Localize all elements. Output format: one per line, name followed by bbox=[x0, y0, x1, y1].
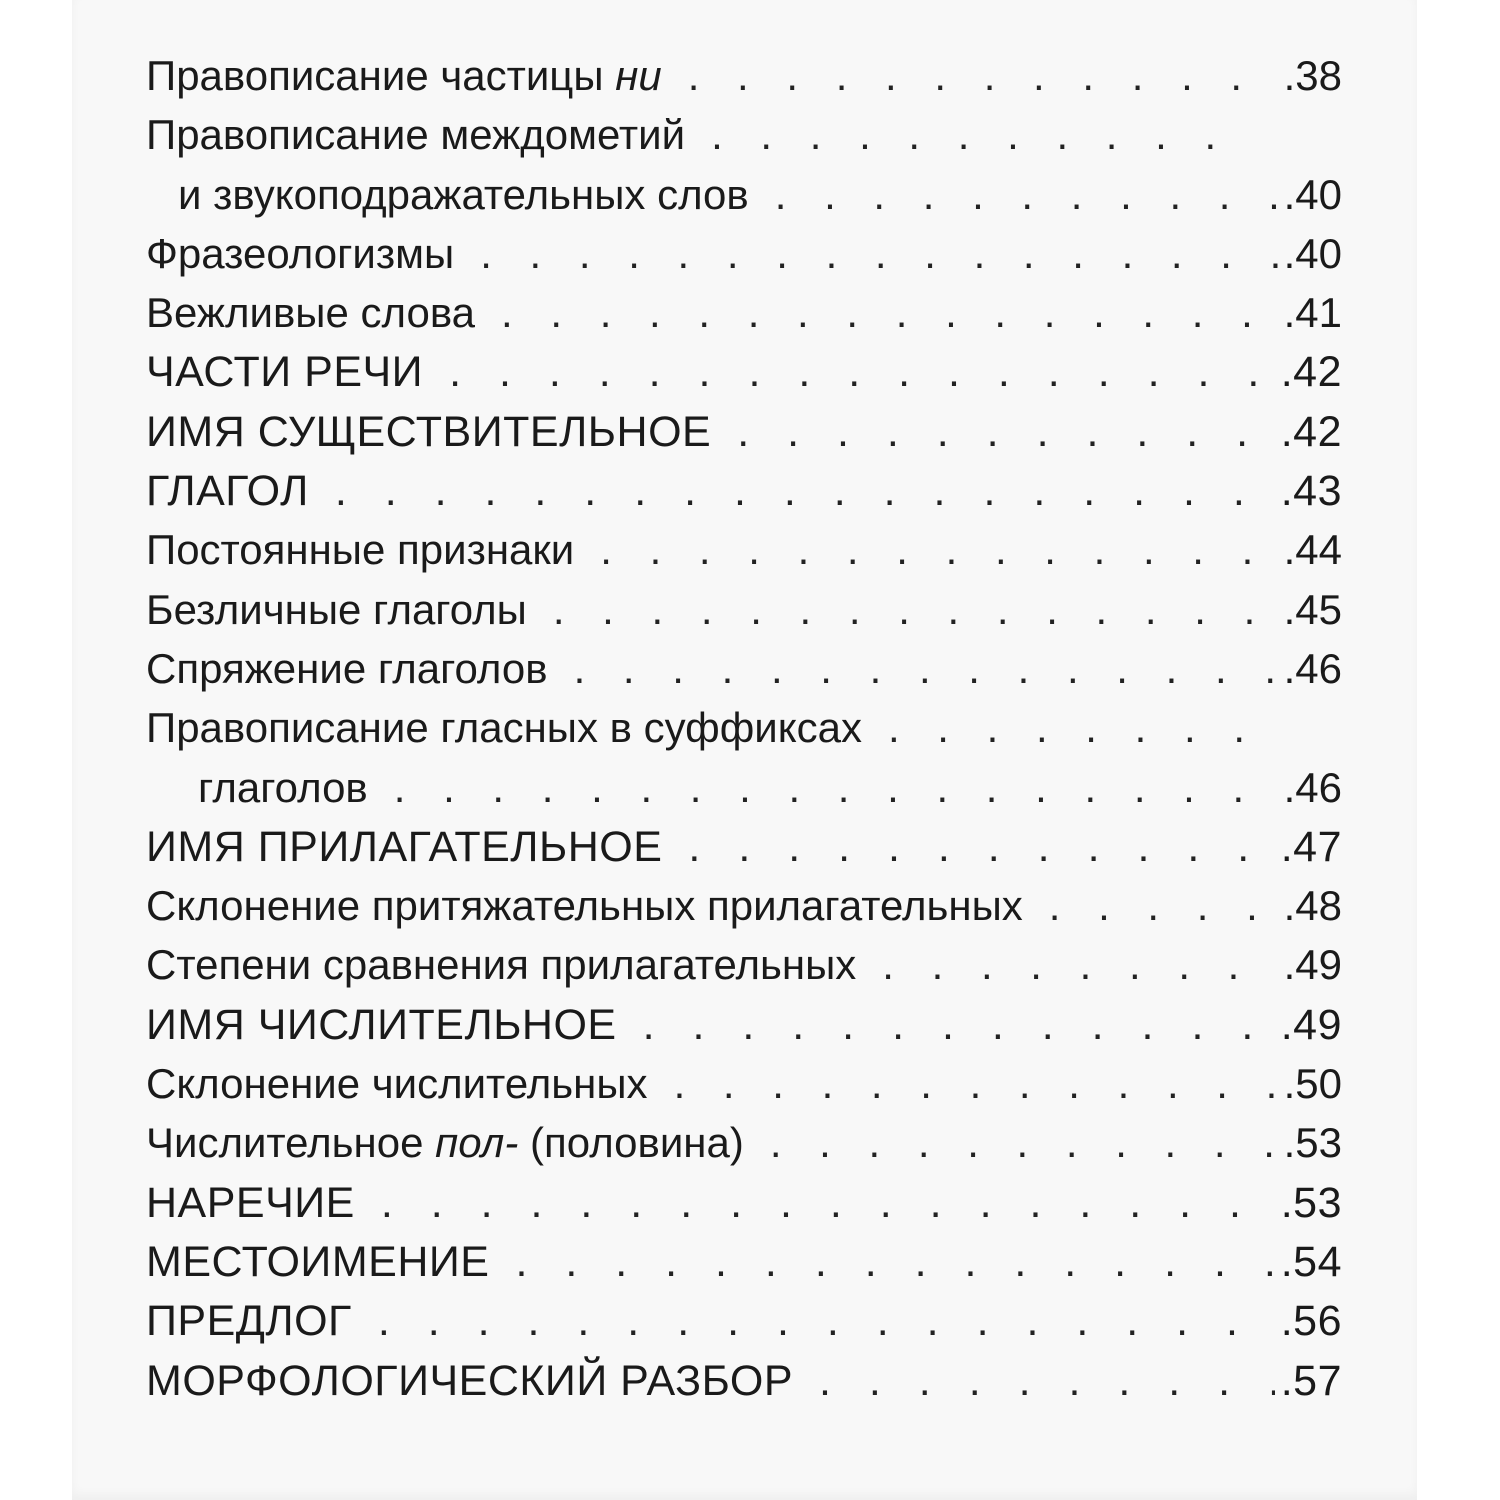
toc-entry-title: Правописание гласных в суффиксах bbox=[146, 704, 862, 752]
toc-entry bbox=[146, 882, 1342, 941]
toc-entry bbox=[146, 348, 1342, 407]
toc-entry-page: .48 bbox=[1283, 882, 1342, 930]
dot-leader bbox=[335, 467, 1275, 516]
dot-leader bbox=[819, 1357, 1275, 1406]
dot-leader bbox=[378, 1297, 1275, 1346]
toc-entry-title: Постоянные признаки bbox=[146, 526, 575, 574]
toc-entry-title: ПРЕДЛОГ bbox=[146, 1297, 352, 1346]
toc-entry-title: глаголов bbox=[198, 763, 368, 811]
dot-leader bbox=[515, 1238, 1274, 1287]
dot-leader bbox=[394, 764, 1278, 812]
toc-entry-page: .41 bbox=[1283, 289, 1342, 337]
toc-entry-title: Числительное пол- (половина) bbox=[146, 1119, 744, 1167]
dot-leader bbox=[449, 348, 1275, 397]
toc-entry-title: МЕСТОИМЕНИЕ bbox=[146, 1237, 490, 1286]
dot-leader bbox=[882, 941, 1277, 989]
toc-entry-title: Степени сравнения прилагательных bbox=[146, 941, 857, 989]
toc-entry bbox=[146, 941, 1342, 1000]
dot-leader bbox=[674, 1060, 1278, 1108]
toc-entry bbox=[146, 823, 1342, 882]
toc-entry bbox=[146, 289, 1342, 348]
toc-entry bbox=[146, 526, 1342, 585]
toc-entry-page: .42 bbox=[1280, 407, 1342, 456]
dot-leader bbox=[480, 230, 1277, 278]
toc-entry-title: и звукоподражательных слов bbox=[178, 170, 749, 218]
toc-entry bbox=[146, 586, 1342, 645]
dot-leader bbox=[888, 704, 1244, 752]
toc-entry bbox=[146, 408, 1342, 467]
toc-entry-title: ИМЯ ПРИЛАГАТЕЛЬНОЕ bbox=[146, 822, 663, 871]
toc-entry-page: .53 bbox=[1280, 1178, 1342, 1227]
toc-entry-page: .43 bbox=[1280, 467, 1342, 516]
toc-entry-title: ГЛАГОЛ bbox=[146, 467, 309, 516]
toc-entry-title: ИМЯ СУЩЕСТВИТЕЛЬНОЕ bbox=[146, 407, 712, 456]
toc-entry-title: Склонение притяжательных прилагательных bbox=[146, 882, 1023, 930]
dot-leader bbox=[1049, 882, 1278, 930]
toc-entry-page: .46 bbox=[1283, 644, 1342, 692]
toc-entry-page: .46 bbox=[1283, 763, 1342, 811]
dot-leader bbox=[381, 1179, 1275, 1228]
dot-leader bbox=[574, 645, 1278, 693]
dot-leader bbox=[643, 1001, 1275, 1050]
toc-entry bbox=[146, 1001, 1342, 1060]
dot-leader bbox=[711, 111, 1244, 159]
toc-entry-title: Правописание междометий bbox=[146, 111, 686, 159]
toc-entry bbox=[146, 1238, 1342, 1297]
toc-entry-title: Фразеологизмы bbox=[146, 229, 455, 277]
toc-entry-page: .49 bbox=[1283, 941, 1342, 989]
toc-entry-title: Правописание частицы ни bbox=[146, 52, 662, 99]
toc-entry bbox=[146, 52, 1342, 111]
toc-entry-page: .49 bbox=[1280, 1000, 1342, 1049]
dot-leader bbox=[688, 823, 1274, 872]
toc-entry bbox=[146, 111, 1342, 170]
toc-entry-page: .57 bbox=[1280, 1356, 1342, 1405]
toc-entry bbox=[146, 1119, 1342, 1178]
toc-entry bbox=[146, 467, 1342, 526]
toc-entry-title: ЧАСТИ РЕЧИ bbox=[146, 348, 424, 397]
toc-entry bbox=[146, 1060, 1342, 1119]
toc-entry bbox=[146, 171, 1342, 230]
dot-leader bbox=[600, 526, 1277, 574]
toc-entry-title: Склонение числительных bbox=[146, 1060, 648, 1108]
toc-entry-page: .40 bbox=[1283, 170, 1342, 218]
table-of-contents bbox=[146, 52, 1342, 1416]
toc-entry-title: Безличные глаголы bbox=[146, 585, 527, 633]
toc-entry-page: .54 bbox=[1280, 1237, 1342, 1286]
toc-entry-page: .53 bbox=[1283, 1119, 1342, 1167]
toc-entry-title: НАРЕЧИЕ bbox=[146, 1178, 355, 1227]
toc-entry bbox=[146, 645, 1342, 704]
dot-leader bbox=[688, 52, 1278, 100]
dot-leader bbox=[775, 171, 1278, 219]
toc-entry-title: Спряжение глаголов bbox=[146, 644, 548, 692]
toc-entry-page: .56 bbox=[1280, 1297, 1342, 1346]
toc-entry bbox=[146, 764, 1342, 823]
toc-entry-page: .50 bbox=[1283, 1060, 1342, 1108]
toc-entry-page: .40 bbox=[1283, 229, 1342, 277]
toc-entry-title: ИМЯ ЧИСЛИТЕЛЬНОЕ bbox=[146, 1000, 617, 1049]
toc-entry-page: .44 bbox=[1283, 526, 1342, 574]
toc-entry bbox=[146, 1179, 1342, 1238]
toc-entry bbox=[146, 704, 1342, 763]
toc-entry bbox=[146, 1357, 1342, 1416]
toc-entry bbox=[146, 1297, 1342, 1356]
toc-entry bbox=[146, 230, 1342, 289]
toc-entry-page: .47 bbox=[1280, 822, 1342, 871]
toc-entry-page: .45 bbox=[1283, 585, 1342, 633]
dot-leader bbox=[553, 586, 1278, 634]
toc-entry-title: Вежливые слова bbox=[146, 289, 476, 337]
toc-entry-title: МОРФОЛОГИЧЕСКИЙ РАЗБОР bbox=[146, 1356, 794, 1405]
dot-leader bbox=[501, 289, 1278, 337]
dot-leader bbox=[770, 1119, 1278, 1167]
toc-entry-page: .38 bbox=[1283, 52, 1342, 99]
dot-leader bbox=[737, 408, 1275, 457]
toc-entry-page: .42 bbox=[1280, 348, 1342, 397]
